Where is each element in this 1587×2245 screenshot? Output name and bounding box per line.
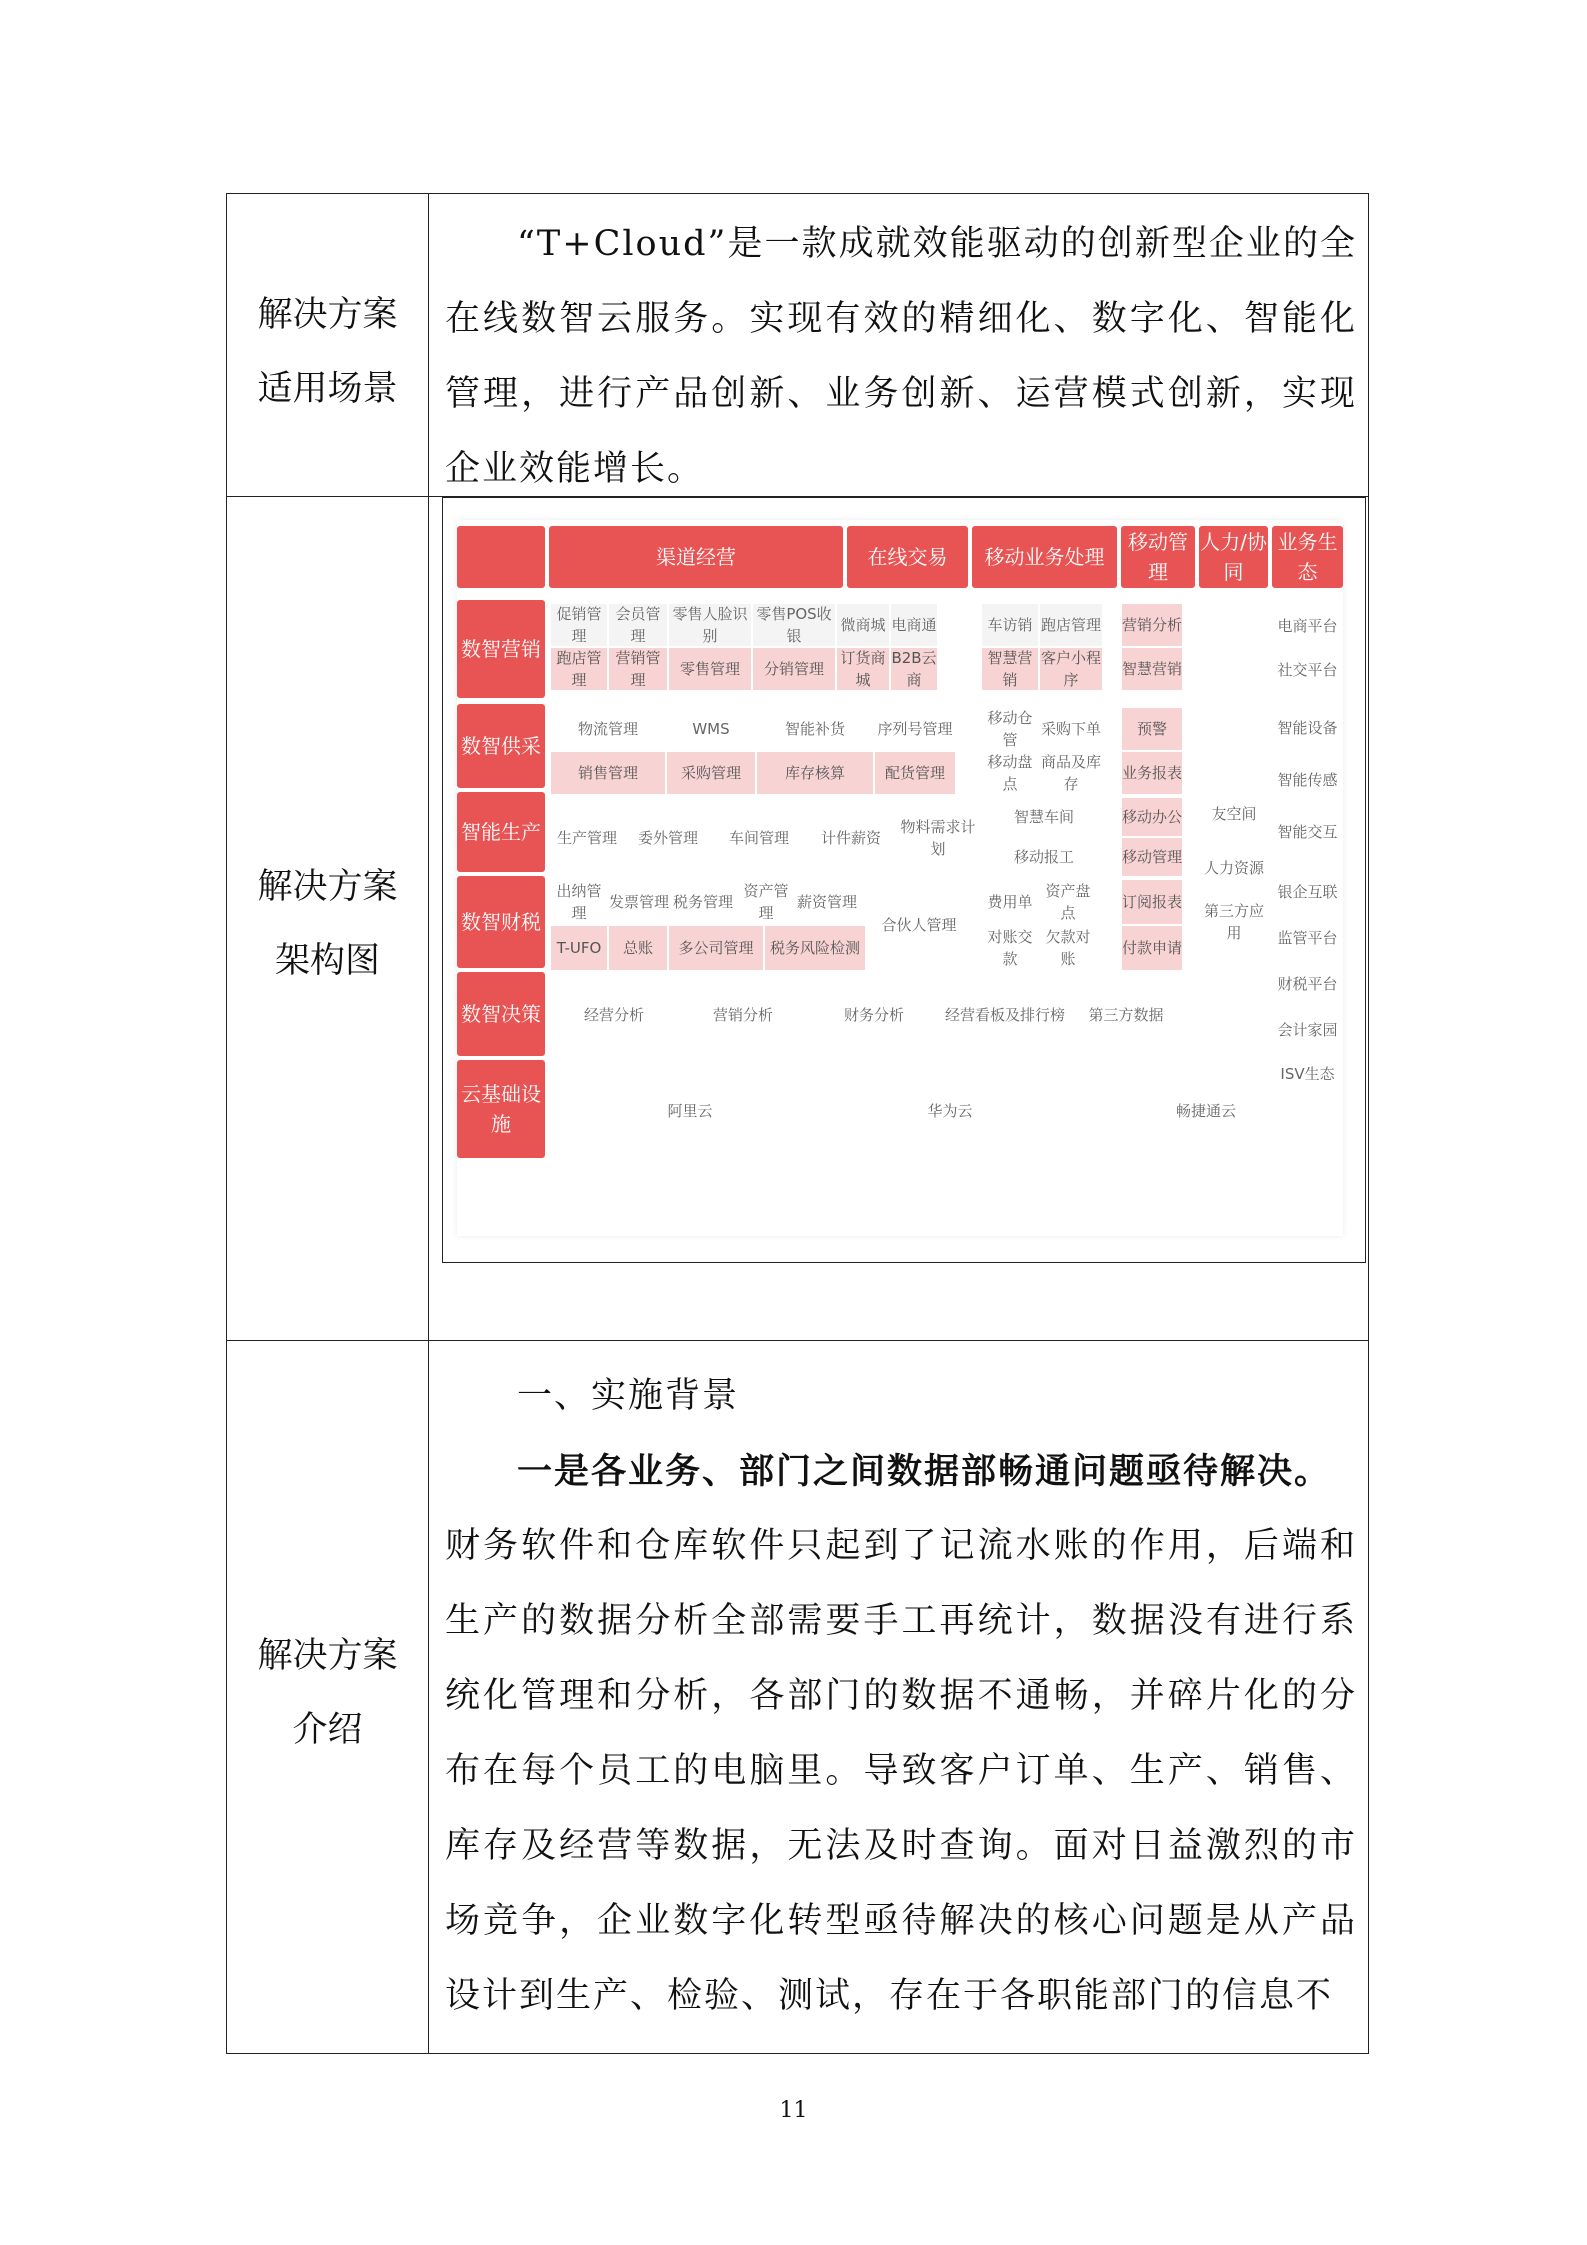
diagram-item: 物料需求计划 (897, 798, 979, 878)
diagram-item: 税务风险检测 (765, 926, 865, 970)
diagram-item: 薪资管理 (797, 880, 857, 924)
diagram-item: 畅捷通云 (1071, 1064, 1341, 1158)
diagram-header: 渠道经营 (549, 526, 843, 588)
column-divider (428, 194, 429, 2053)
diagram-item: 第三方应用 (1199, 902, 1269, 942)
diagram-item: 促销管理 (551, 604, 607, 646)
diagram-item: 智慧营销 (982, 648, 1038, 690)
diagram-item: 分销管理 (753, 648, 835, 690)
diagram-item: 资产管理 (737, 880, 795, 924)
diagram-item: 会计家园 (1272, 1010, 1343, 1050)
diagram-item: 委外管理 (625, 798, 711, 878)
diagram-item: 合伙人管理 (869, 880, 969, 970)
diagram-row-label: 云基础设施 (457, 1060, 545, 1158)
diagram-item: 第三方数据 (1071, 976, 1181, 1054)
diagram-item: 物流管理 (551, 708, 665, 750)
diagram-item: 业务报表 (1122, 752, 1182, 794)
intro-heading: 一、实施背景 (517, 1376, 740, 1416)
diagram-item: ISV生态 (1272, 1054, 1343, 1094)
diagram-item: 付款申请 (1122, 926, 1182, 970)
row-divider (227, 1340, 1368, 1341)
diagram-item: B2B云商 (891, 648, 937, 689)
diagram-item: 友空间 (1199, 794, 1269, 834)
diagram-item: 智慧营销 (1122, 648, 1182, 690)
diagram-item: 智能设备 (1272, 708, 1343, 748)
diagram-item: 财税平台 (1272, 964, 1343, 1004)
intro-bold-line: 一是各业务、部门之间数据部畅通问题亟待解决。 (517, 1451, 1332, 1492)
diagram-item: 总账 (609, 926, 667, 970)
diagram-header: 业务生态 (1272, 526, 1343, 588)
intro-text (445, 1359, 1357, 2034)
scene-text: “T+Cloud”是一款成就效能驱动的创新型企业的全在线数智云服务。实现有效的精细化、数字化、智能化管理，进行产品创新、业务创新、运营模式创新，实现企业效能增长。 (445, 224, 1357, 489)
diagram-item: 序列号管理 (875, 708, 955, 750)
diagram-item: 移动盘点 (982, 752, 1038, 794)
diagram-row-label: 数智供采 (457, 704, 545, 788)
diagram-item: 财务分析 (809, 976, 939, 1054)
diagram-item: 预警 (1122, 708, 1182, 750)
diagram-item: 营销管理 (609, 648, 667, 690)
diagram-item: 智能补货 (757, 708, 873, 750)
diagram-item: 配货管理 (875, 752, 955, 794)
diagram-header: 移动业务处理 (972, 526, 1117, 588)
diagram-item: 移动管理 (1122, 838, 1182, 876)
diagram-item: 库存核算 (757, 752, 873, 794)
diagram-row-label: 数智营销 (457, 600, 545, 698)
diagram-item: 税务管理 (671, 880, 735, 924)
diagram-item: T-UFO (551, 926, 607, 970)
diagram-item: 客户小程序 (1040, 648, 1101, 689)
intro-body: 财务软件和仓库软件只起到了记流水账的作用，后端和生产的数据分析全部需要手工再统计，数据没有进行系统化管理和分析，各部门的数据不通畅，并碎片化的分布在每个员工的电脑里。导致客户订单、生产、销售、库存及经营等数据，无法及时查询。面对日益激烈的市场竞争，企业数字化转型亟待解决的核心问题是从产品设计到生产、检验、测试，存在于各职能部门的信息不 (445, 1526, 1357, 2016)
diagram-item: 营销分析 (679, 976, 807, 1054)
diagram-item: 智能传感 (1272, 760, 1343, 800)
diagram-item: 智慧车间 (982, 798, 1106, 836)
diagram-item: 车间管理 (713, 798, 805, 878)
diagram-header: 在线交易 (847, 526, 968, 588)
diagram-header: 移动管理 (1121, 526, 1195, 588)
diagram-header-corner (457, 526, 545, 588)
diagram-item: 零售管理 (669, 648, 751, 690)
diagram-item: 对账交款 (982, 926, 1038, 970)
diagram-row-label: 数智决策 (457, 972, 545, 1056)
diagram-item: 移动办公 (1122, 798, 1182, 836)
diagram-item: WMS (667, 708, 755, 750)
diagram-item: 订货商城 (837, 648, 889, 690)
diagram-item: 社交平台 (1272, 650, 1343, 690)
diagram-item: 商品及库存 (1040, 752, 1101, 793)
diagram-row-label: 智能生产 (457, 792, 545, 872)
diagram-item: 零售POS收银 (753, 604, 835, 646)
diagram-item: 费用单 (982, 880, 1038, 924)
diagram-item: 微商城 (837, 604, 889, 646)
diagram-item: 营销分析 (1122, 604, 1182, 646)
diagram-item: 发票管理 (609, 880, 669, 924)
diagram-header: 人力/协同 (1199, 526, 1268, 588)
diagram-item: 华为云 (831, 1064, 1069, 1158)
diagram-item: 阿里云 (551, 1064, 829, 1158)
diagram-item: 跑店管理 (551, 648, 607, 690)
diagram-item: 计件薪资 (807, 798, 895, 878)
label-arch: 解决方案 架构图 (257, 867, 398, 981)
diagram-row-label: 数智财税 (457, 876, 545, 968)
diagram-item: 生产管理 (551, 798, 623, 878)
diagram-item: 采购管理 (667, 752, 755, 794)
diagram-item: 车访销 (982, 604, 1038, 646)
diagram-item: 经营分析 (551, 976, 677, 1054)
diagram-item: 会员管理 (609, 604, 667, 646)
diagram-item: 欠款对账 (1040, 926, 1096, 970)
diagram-item: 经营看板及排行榜 (941, 976, 1069, 1054)
diagram-item: 电商通 (891, 604, 937, 646)
diagram-item: 订阅报表 (1122, 880, 1182, 924)
diagram-item: 人力资源 (1199, 848, 1269, 888)
architecture-diagram (442, 497, 1366, 1263)
label-scene: 解决方案 适用场景 (257, 295, 398, 409)
diagram-item: 资产盘点 (1040, 880, 1096, 924)
diagram-item: 多公司管理 (669, 926, 763, 970)
content-table (226, 193, 1369, 2054)
diagram-item: 移动报工 (982, 838, 1106, 876)
diagram-item: 电商平台 (1272, 606, 1343, 646)
diagram-item: 跑店管理 (1040, 604, 1102, 646)
diagram-item: 采购下单 (1040, 708, 1102, 750)
page-number: 11 (779, 2098, 808, 2123)
diagram-item: 智能交互 (1272, 812, 1343, 852)
label-intro: 解决方案 介绍 (257, 1636, 398, 1750)
diagram-item: 销售管理 (551, 752, 665, 794)
diagram-item: 银企互联 (1272, 872, 1343, 912)
diagram-item: 零售人脸识别 (669, 604, 751, 646)
diagram-item: 监管平台 (1272, 918, 1343, 958)
diagram-item: 出纳管理 (551, 880, 607, 924)
diagram-item: 移动仓管 (982, 708, 1038, 750)
